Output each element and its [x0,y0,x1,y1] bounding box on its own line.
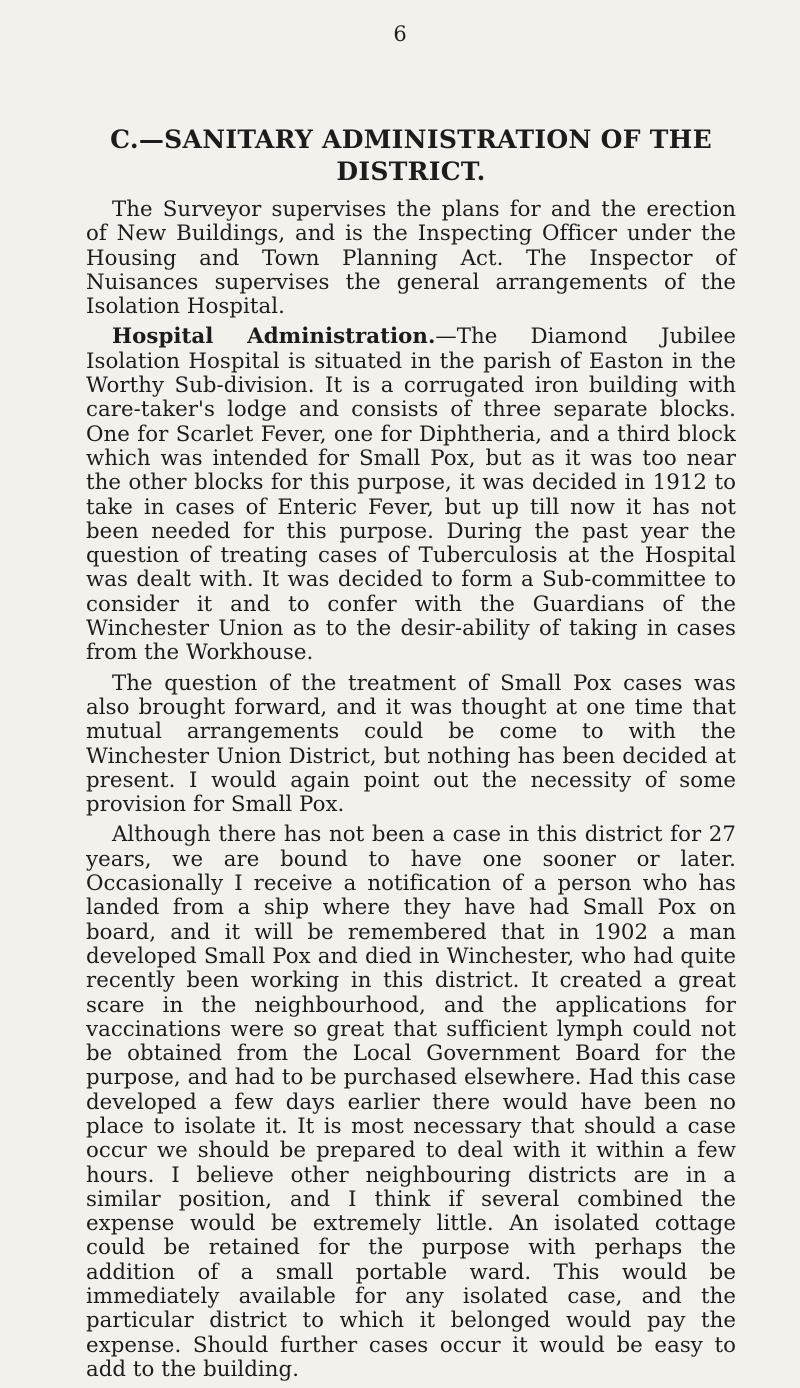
page-number: 6 [393,22,407,46]
run-in-heading: Hospital Administration. [112,324,436,350]
paragraph-small-pox-treatment [86,672,736,818]
paragraph-small-pox-provision [86,823,736,1382]
paragraph-text: —The Diamond Jubilee Isolation Hospital is situated in the parish of Easton in the Worthy Sub-division. It is a corrugated iron building with care-taker's lodge and consists of three separate blocks. One for Scarlet Fever, one for Diphtheria, and a third block which was intended for Small Pox, but as it was too near the other blocks for this purpose, it was decided in 1912 to take in cases of Enteric Fever, but up till now it has not been needed for this purpose. During the past year the question of treating cases of Tuberculosis at the Hospital was dealt with. It was decided to form a Sub-committee to consider it and to confer with the Guardians of the Winchester Union as to the desir-ability of taking in cases from the Workhouse. [86,324,736,666]
section-heading [86,124,736,188]
paragraph-text: Although there has not been a case in this district for 27 years, we are bound to have one sooner or later. Occasionally I receive a notification of a person who has landed from a ship where they have had Small Pox on board, and it will be remembered that in 1902 a man developed Small Pox and died in Winchester, who had quite recently been working in this district. It created a great scare in the neighbourhood, and the applications for vaccinations were so great that sufficient lymph could not be obtained from the Local Government Board for the purpose, and had to be purchased elsewhere. Had this case developed a few days earlier there would have been no place to isolate it. It is most necessary that should a case occur we should be prepared to deal with it within a few hours. I believe other neighbouring districts are in a similar position, and I think if several combined the expense would be extremely little. An isolated cottage could be retained for the purpose with perhaps the addition of a small portable ward. This would be immediately available for any isolated case, and the particular district to which it belonged would pay the expense. Should further cases occur it would be easy to add to the building. [86,822,736,1382]
body-text [86,198,736,1388]
paragraph-text: The question of the treatment of Small Pox cases was also brought forward, and it was thought at one time that mutual arrangements could be come to with the Winchester Union District, but nothing has been decided at present. I would again point out the necessity of some provision for Small Pox. [86,670,736,818]
paragraph-hospital-administration [86,325,736,665]
section-heading-line-1: C.—SANITARY ADMINISTRATION OF THE [110,125,712,154]
paragraph-text: The Surveyor supervises the plans for and the erection of New Buildings, and is the Inspecting Officer under the Housing and Town Planning Act. The Inspector of Nuisances supervises the general arrangements of the Isolation Hospital. [86,197,736,320]
section-heading-line-2: DISTRICT. [336,157,486,186]
paragraph-surveyor [86,198,736,319]
